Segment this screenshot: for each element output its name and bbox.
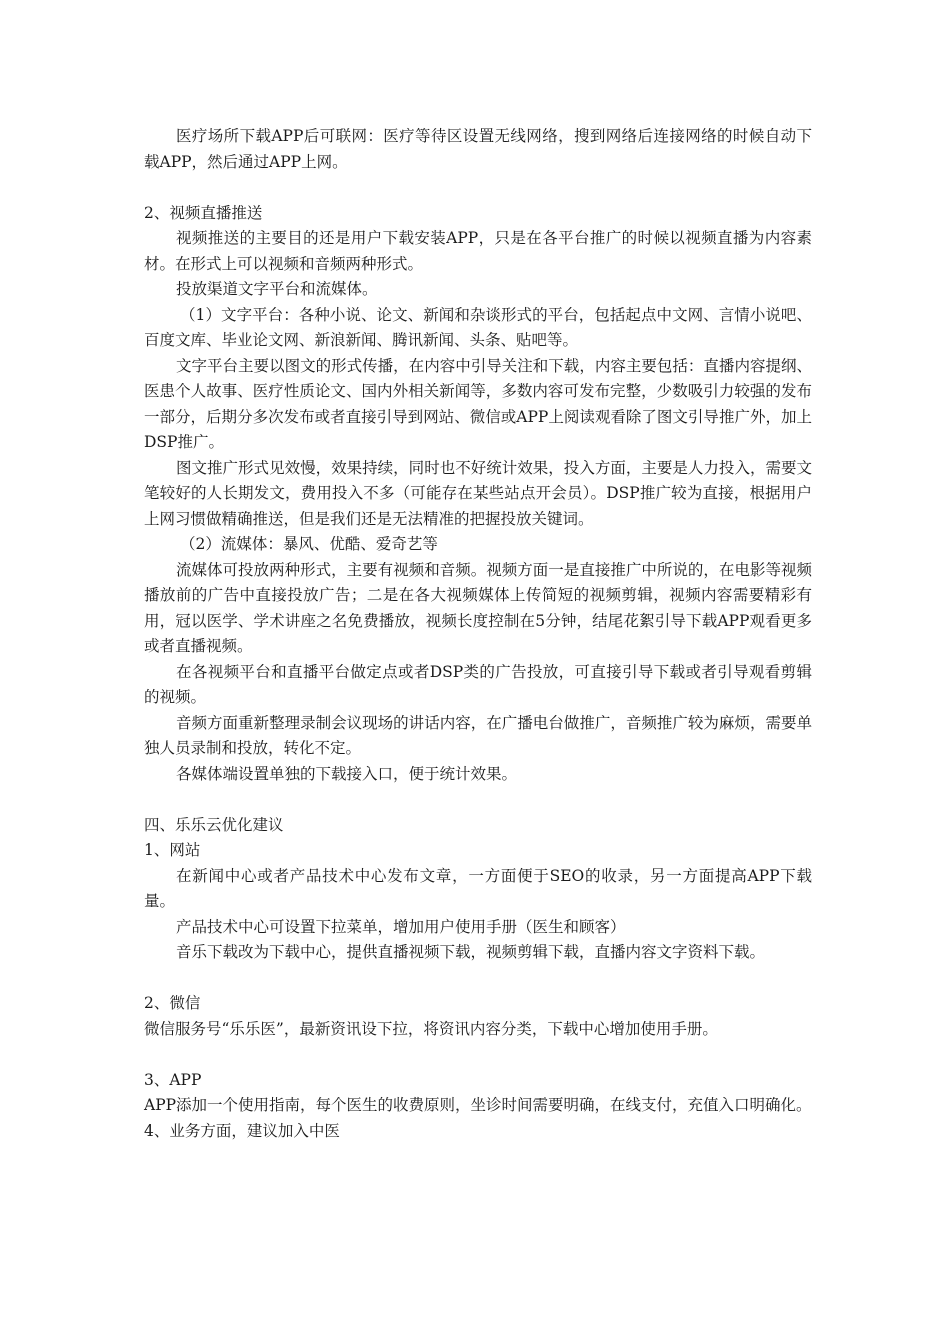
blank-line xyxy=(144,787,812,813)
paragraph: 微信服务号“乐乐医”，最新资讯设下拉，将资讯内容分类，下载中心增加使用手册。 xyxy=(144,1019,718,1038)
blank-line xyxy=(144,1042,812,1068)
paragraph: 音乐下载改为下载中心，提供直播视频下载，视频剪辑下载，直播内容文字资料下载。 xyxy=(176,943,766,961)
paragraph: （2）流媒体：暴风、优酷、爱奇艺等 xyxy=(180,535,438,553)
paragraph: （1）文字平台：各种小说、论文、新闻和杂谈形式的平台，包括起点中文网、言情小说吧、百度文库、毕业论文网、新浪新闻、腾讯新闻、头条、贴吧等。 xyxy=(144,305,812,349)
paragraph: 在各视频平台和直播平台做定点或者DSP类的广告投放，可直接引导下载或者引导观看剪辑的视频。 xyxy=(144,662,812,706)
paragraph: 各媒体端设置单独的下载接入口，便于统计效果。 xyxy=(176,764,518,783)
paragraph: 文字平台主要以图文的形式传播，在内容中引导关注和下载，内容主要包括：直播内容提纲、医患个人故事、医疗性质论文、国内外相关新闻等，多数内容可发布完整，少数吸引力较强的发布一部分，后期分多次发布或者直接引导到网站、微信或APP上阅读观看除了图文引导推广外，加上DSP推广。 xyxy=(144,356,812,451)
section-heading: 2、视频直播推送 xyxy=(144,203,263,222)
section-heading: 四、乐乐云优化建议 xyxy=(144,815,284,834)
paragraph: 投放渠道文字平台和流媒体。 xyxy=(176,280,378,298)
subsection-heading: 3、APP xyxy=(144,1070,202,1089)
subsection-heading: 4、业务方面，建议加入中医 xyxy=(144,1121,340,1140)
paragraph: 产品技术中心可设置下拉菜单，增加用户使用手册（医生和顾客） xyxy=(176,917,626,936)
blank-line xyxy=(144,175,812,201)
paragraph: 在新闻中心或者产品技术中心发布文章，一方面便于SEO的收录，另一方面提高APP下载量。 xyxy=(144,866,812,910)
subsection-heading: 2、微信 xyxy=(144,994,201,1012)
paragraph: 视频推送的主要目的还是用户下载安装APP，只是在各平台推广的时候以视频直播为内容素材。在形式上可以视频和音频两种形式。 xyxy=(144,229,812,273)
paragraph: 音频方面重新整理录制会议现场的讲话内容，在广播电台做推广，音频推广较为麻烦，需要单独人员录制和投放，转化不定。 xyxy=(144,713,812,757)
paragraph: 流媒体可投放两种形式，主要有视频和音频。视频方面一是直接推广中所说的，在电影等视频播放前的广告中直接投放广告；二是在各大视频媒体上传简短的视频剪辑，视频内容需要精彩有用，冠以医学、学术讲座之名免费播放，视频长度控制在5分钟，结尾花絮引导下载APP观看更多或者直播视频。 xyxy=(144,560,812,655)
paragraph: 图文推广形式见效慢，效果持续，同时也不好统计效果，投入方面，主要是人力投入，需要文笔较好的人长期发文，费用投入不多（可能存在某些站点开会员）。DSP推广较为直接，根据用户上网习惯做精确推送，但是我们还是无法精准的把握投放关键词。 xyxy=(144,458,812,528)
paragraph: APP添加一个使用指南，每个医生的收费原则，坐诊时间需要明确，在线支付，充值入口明确化。 xyxy=(144,1096,812,1114)
subsection-heading: 1、网站 xyxy=(144,841,201,859)
blank-line xyxy=(144,966,812,992)
paragraph: 医疗场所下载APP后可联网：医疗等待区设置无线网络，搜到网络后连接网络的时候自动下载APP，然后通过APP上网。 xyxy=(144,127,812,171)
document-body xyxy=(144,124,812,1144)
